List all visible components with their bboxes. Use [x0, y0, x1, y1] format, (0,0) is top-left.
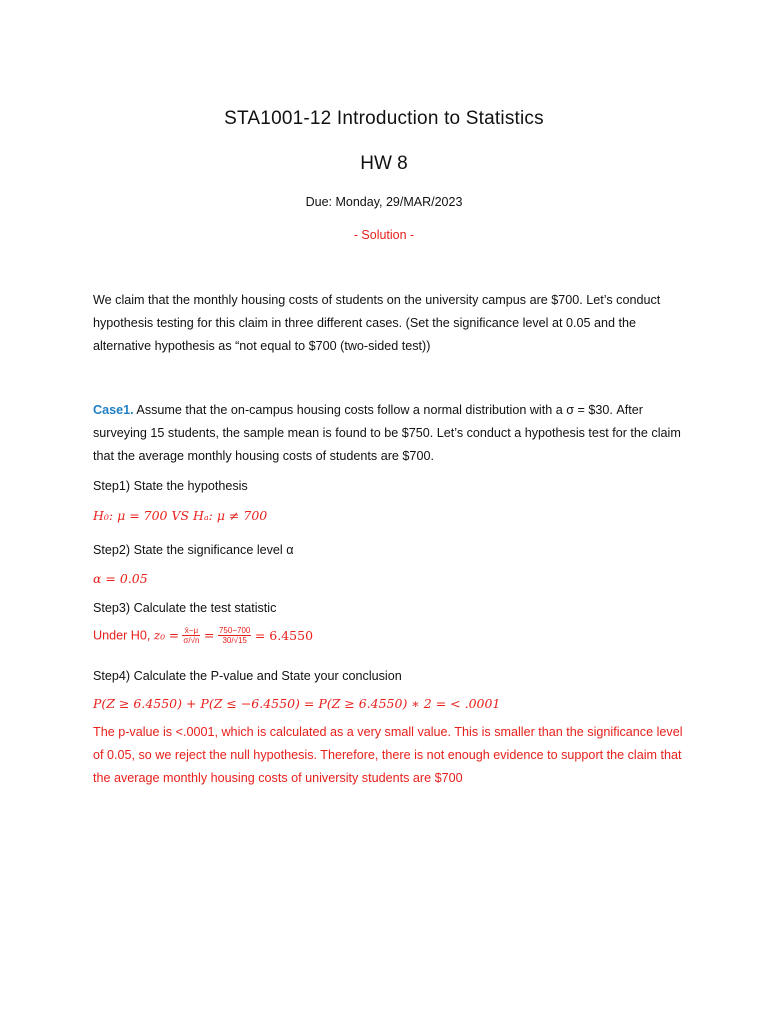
step4-answer: P(Z ≥ 6.4550) + P(Z ≤ −6.4550) = P(Z ≥ 6.4550) ∗ 2 = < .0001	[93, 696, 501, 711]
fraction-formula	[182, 626, 200, 645]
step4-label: Step4) Calculate the P-value and State your conclusion	[93, 669, 402, 683]
step2-label: Step2) State the significance level α	[93, 543, 294, 557]
case1-text: Assume that the on-campus housing costs follow a normal distribution with a σ = $30. After surveying 15 students, the sample mean is found to be $750. Let’s conduct a hypothesis test for the claim that the average monthly housing costs of students are $700.	[93, 403, 681, 463]
solution-label: - Solution -	[353, 228, 415, 242]
course-title: STA1001-12 Introduction to Statistics	[224, 108, 544, 129]
case1-paragraph	[93, 399, 683, 468]
step1-label: Step1) State the hypothesis	[93, 479, 248, 493]
fraction-values-numerator: 750−700	[218, 626, 251, 635]
conclusion-paragraph: The p-value is <.0001, which is calculated as a very small value. This is smaller than the significance level of 0.05, so we reject the null hypothesis. Therefore, there is not enough evidence to support the claim that the average monthly housing costs of university students are $700	[93, 725, 683, 785]
step3-prefix: Under H0,	[93, 628, 154, 643]
z-symbol: z₀ =	[153, 628, 179, 643]
case1-label: Case1.	[93, 403, 134, 417]
intro-paragraph: We claim that the monthly housing costs of students on the university campus are $700. Let’s conduct hypothesis testing for this claim in three different cases. (Set the significance level at 0.05 and the alternative hypothesis as “not equal to $700 (two-sided test))	[93, 293, 661, 353]
fraction-formula-denominator: σ/√n	[183, 636, 200, 645]
step3-answer: Under H0, z₀ = $\frac{x̄-\mu}{\sigma/√n}$ = $\frac{750-700}{30/√15}$ = 6.4550	[93, 626, 314, 645]
step2-answer: α = 0.05	[93, 571, 148, 586]
due-date: Due: Monday, 29/MAR/2023	[305, 195, 463, 209]
test-statistic-result: = 6.4550	[254, 628, 314, 643]
fraction-formula-numerator: x̄−μ	[182, 626, 200, 636]
step1-answer: H₀: μ = 700 VS Hₐ: μ ≠ 700	[93, 508, 268, 523]
fraction-values	[218, 626, 251, 645]
homework-number: HW 8	[360, 153, 408, 174]
step3-label: Step3) Calculate the test statistic	[93, 601, 277, 615]
fraction-values-denominator: 30/√15	[222, 636, 247, 645]
